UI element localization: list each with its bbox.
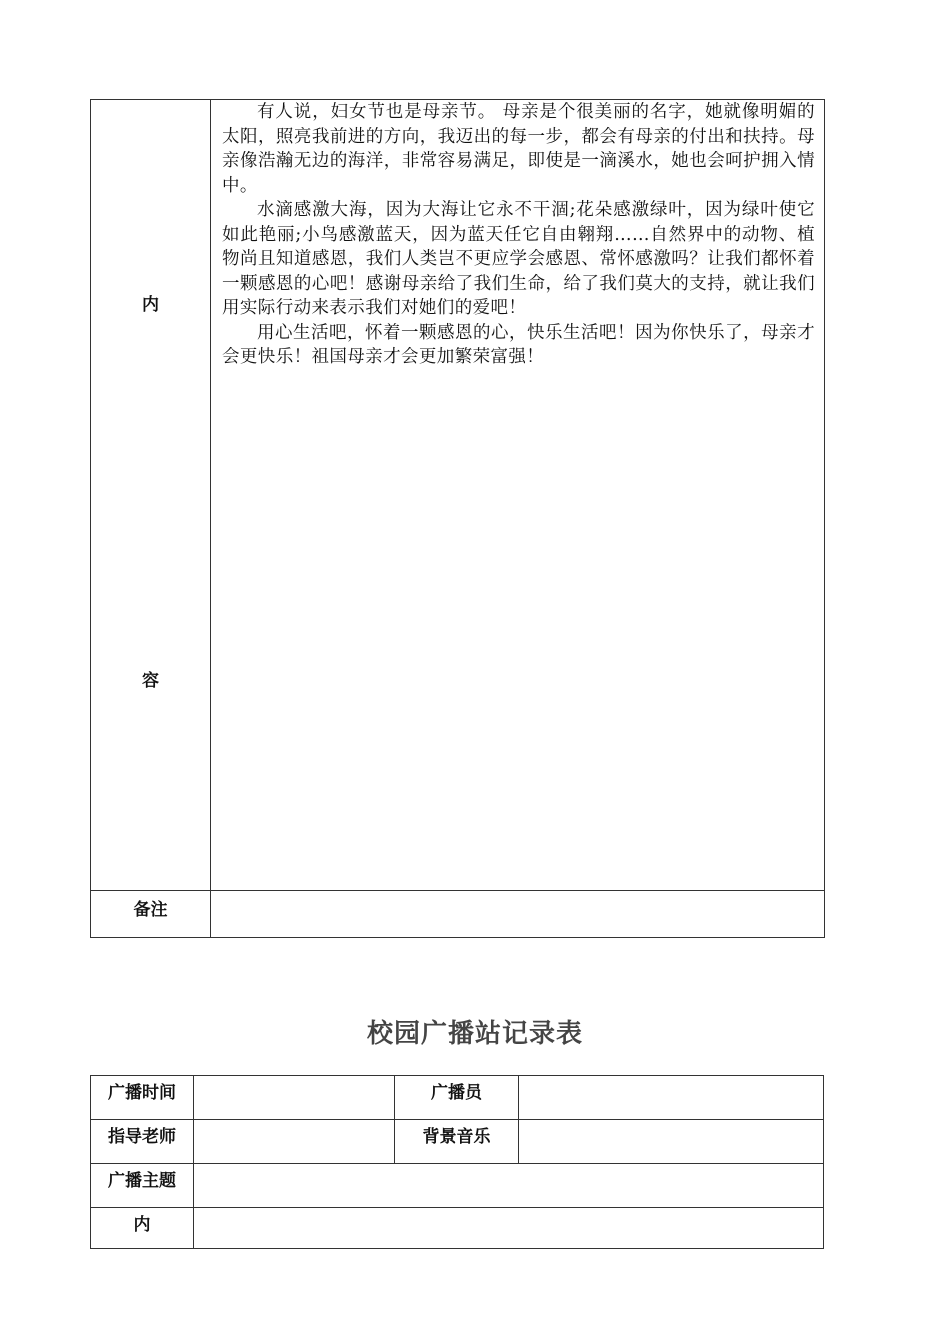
- content-text-cell: [211, 100, 825, 891]
- broadcaster-label: 广播员: [395, 1076, 519, 1120]
- content-paragraph-1: 有人说，妇女节也是母亲节。 母亲是个很美丽的名字，她就像明媚的太阳，照亮我前进的方向，我迈出的每一步，都会有母亲的付出和扶持。母亲像浩瀚无边的海洋，非常容易满足，即使是一滴溪水，她也会呵护拥入情中。: [222, 102, 815, 196]
- content-label-nei: 内: [142, 295, 159, 315]
- broadcast-topic-value: [194, 1164, 824, 1208]
- content-paragraph-3: 用心生活吧，怀着一颗感恩的心，快乐生活吧！因为你快乐了，母亲才会更快乐！祖国母亲才会更加繁荣富强！: [222, 322, 815, 367]
- record-table-2: [90, 1075, 824, 1249]
- broadcast-time-value: [194, 1076, 395, 1120]
- content-value-2: [194, 1208, 824, 1249]
- remark-label: 备注: [91, 891, 211, 938]
- broadcast-topic-label: 广播主题: [91, 1164, 194, 1208]
- background-music-label: 背景音乐: [395, 1120, 519, 1164]
- content-label-2: 内: [91, 1208, 194, 1249]
- remark-value: [211, 891, 825, 938]
- broadcaster-value: [519, 1076, 824, 1120]
- content-label-rong: 容: [142, 671, 159, 691]
- page-title: 校园广播站记录表: [366, 1019, 583, 1049]
- record-table-1: [90, 99, 825, 938]
- teacher-label: 指导老师: [91, 1120, 194, 1164]
- teacher-value: [194, 1120, 395, 1164]
- background-music-value: [519, 1120, 824, 1164]
- content-paragraph-2: 水滴感激大海，因为大海让它永不干涸;花朵感激绿叶，因为绿叶使它如此艳丽;小鸟感激蓝天，因为蓝天任它自由翱翔……自然界中的动物、植物尚且知道感恩，我们人类岂不更应学会感恩、常怀感激吗？让我们都怀着一颗感恩的心吧！感谢母亲给了我们生命，给了我们莫大的支持，就让我们用实际行动来表示我们对她们的爱吧！: [222, 200, 815, 318]
- content-label-cell: [91, 100, 211, 891]
- broadcast-time-label: 广播时间: [91, 1076, 194, 1120]
